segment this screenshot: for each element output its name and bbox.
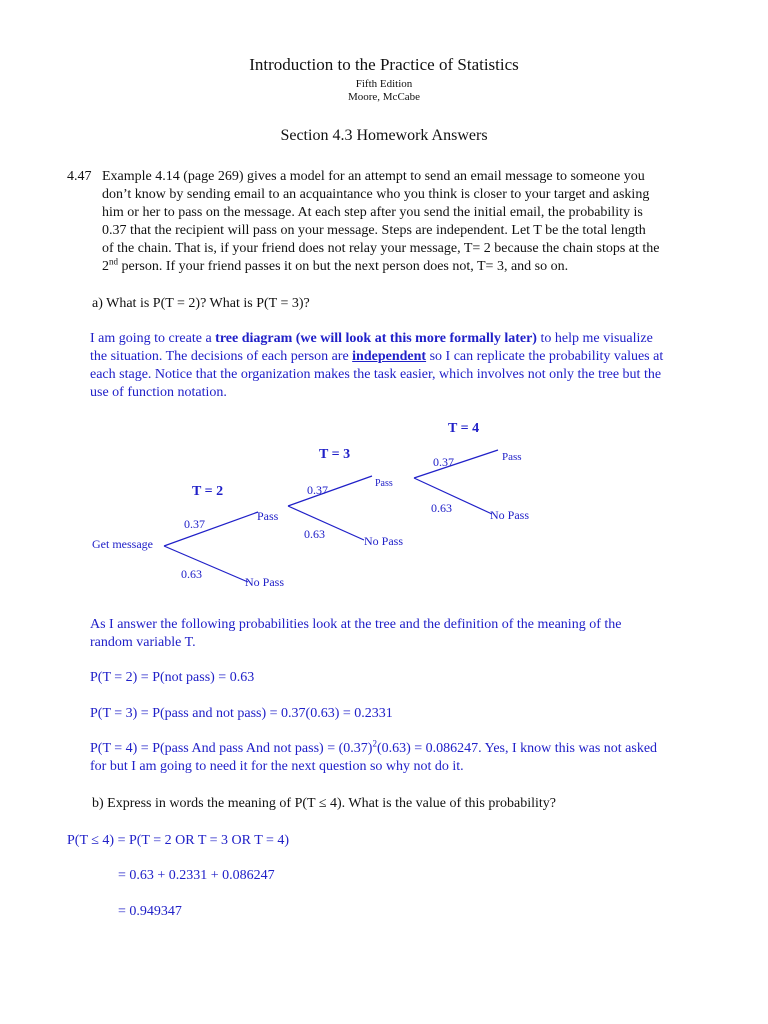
tree-diagram — [80, 410, 560, 595]
problem-line: 0.37 that the recipient will pass on your message. Steps are independent. Let T be the total length — [102, 223, 646, 238]
p4-post: (0.63) = 0.086247. Yes, I know this was not asked — [376, 741, 658, 756]
line6-pre: 2 — [102, 259, 109, 274]
document-title: Introduction to the Practice of Statistics — [249, 55, 519, 74]
answer-p3: P(T = 3) = P(pass and not pass) = 0.37(0.63) = 0.2331 — [90, 706, 393, 721]
problem-line: Example 4.14 (page 269) gives a model for an attempt to send an email message to someone you — [102, 169, 645, 184]
part-a-explanation — [90, 330, 720, 402]
answer-p4 — [90, 740, 730, 776]
node-pass-1: Pass — [257, 509, 279, 523]
part-a-question: a) What is P(T = 2)? What is P(T = 3)? — [92, 296, 310, 311]
explain-tree-diagram: tree diagram (we will look at this more formally later) — [215, 331, 537, 346]
p4-pre: P(T = 4) = P(pass And pass And not pass) = (0.37) — [90, 741, 373, 756]
explain-1a: I am going to create a — [90, 331, 216, 346]
authors: Moore, McCabe — [347, 91, 421, 103]
prob-pass-1: 0.37 — [184, 517, 205, 531]
problem-line — [102, 258, 722, 276]
answers-intro — [90, 616, 720, 652]
explain-line — [90, 348, 720, 366]
prob-pass-3: 0.37 — [433, 455, 454, 469]
intro-line: random variable T. — [90, 635, 196, 650]
node-nopass-1: No Pass — [245, 575, 285, 589]
label-t3: T = 3 — [319, 447, 351, 462]
prob-pass-2: 0.37 — [307, 483, 328, 497]
problem-line: of the chain. That is, if your friend does not relay your message, T= 2 because the chain stops at the — [102, 241, 660, 256]
part-b-eq2: = 0.63 + 0.2331 + 0.086247 — [118, 868, 275, 883]
branch-pass-2 — [288, 476, 372, 506]
branch-nopass-3 — [414, 478, 492, 514]
branch-pass-3 — [414, 450, 498, 478]
explain-1c: to help me visualize — [536, 331, 653, 346]
node-get-message: Get message — [92, 537, 153, 551]
explain-2c: so I can replicate the probability values at — [426, 349, 664, 364]
node-pass-3: Pass — [502, 451, 522, 463]
explain-line: each stage. Notice that the organization makes the task easier, which involves not only the tree but the — [90, 367, 662, 382]
branch-nopass-2 — [288, 506, 364, 540]
node-pass-2: Pass — [375, 478, 393, 489]
node-nopass-2: No Pass — [364, 534, 404, 548]
explain-2a: the situation. The decisions of each person are — [90, 349, 353, 364]
branch-nopass-1 — [164, 546, 248, 582]
explain-independent: independent — [352, 349, 427, 364]
label-t4: T = 4 — [448, 421, 480, 436]
edition: Fifth Edition — [355, 78, 413, 90]
line6-sup: nd — [109, 256, 118, 267]
part-b-eq3: = 0.949347 — [118, 904, 182, 919]
problem-statement — [102, 168, 722, 276]
problem-line: him or her to pass on the message. At each step after you send the initial email, the probability is — [102, 205, 643, 220]
part-b-eq1: P(T ≤ 4) = P(T = 2 OR T = 3 OR T = 4) — [67, 833, 290, 848]
part-b-question: b) Express in words the meaning of P(T ≤ 4). What is the value of this probability? — [92, 796, 557, 811]
label-t2: T = 2 — [192, 484, 224, 499]
prob-nopass-3: 0.63 — [431, 501, 452, 515]
explain-line: use of function notation. — [90, 385, 227, 400]
node-nopass-3: No Pass — [490, 508, 530, 522]
problem-number: 4.47 — [67, 169, 92, 184]
explain-line — [90, 330, 720, 348]
intro-line: As I answer the following probabilities look at the tree and the definition of the meaning of the — [90, 617, 622, 632]
p4-line — [90, 740, 730, 758]
line6-post: person. If your friend passes it on but the next person does not, T= 3, and so on. — [118, 259, 569, 274]
prob-nopass-1: 0.63 — [181, 567, 202, 581]
branch-pass-1 — [164, 512, 258, 546]
answer-p2: P(T = 2) = P(not pass) = 0.63 — [90, 670, 255, 685]
prob-nopass-2: 0.63 — [304, 527, 325, 541]
section-heading: Section 4.3 Homework Answers — [280, 127, 488, 144]
p4-sup: 2 — [372, 738, 377, 749]
p4-line: for but I am going to need it for the next question so why not do it. — [90, 759, 464, 774]
problem-line: don’t know by sending email to an acquaintance who you think is closer to your target and asking — [102, 187, 650, 202]
